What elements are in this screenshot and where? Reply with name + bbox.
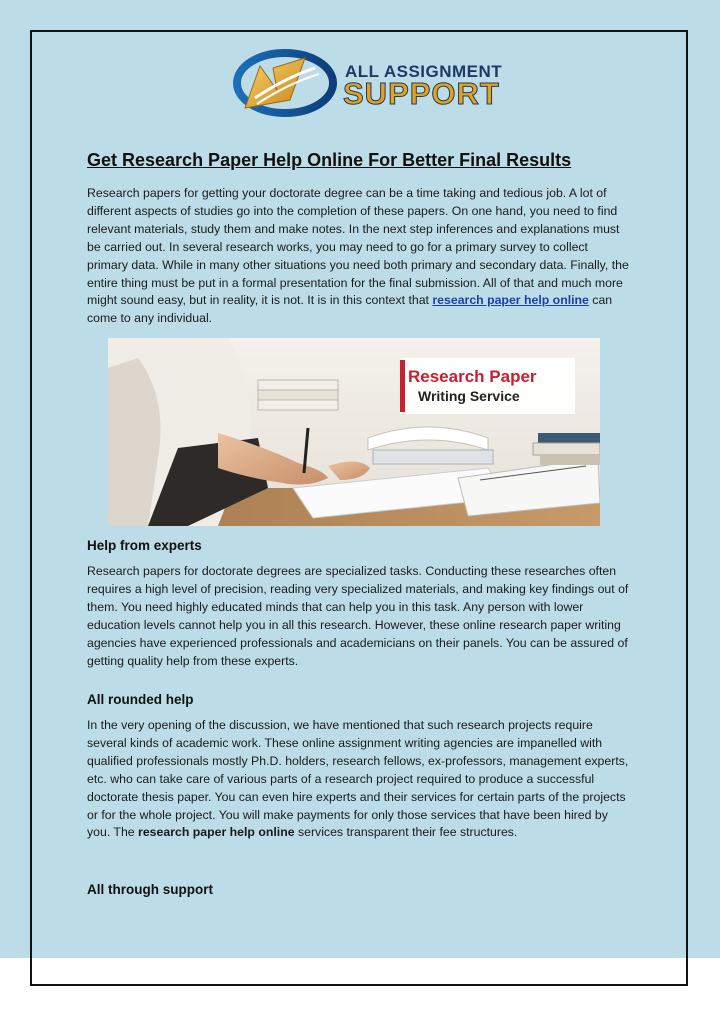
keyword-bold: research paper help online xyxy=(138,825,295,840)
section-paragraph: Research papers for doctorate degrees are specialized tasks. Conducting these researches often requires a high level of precision, reading very specialized materials, and making key findings out of them. You need highly educated minds that can help you in this task. Any person with lower education levels cannot help you in all this research. However, these online research paper writing agencies have experienced professionals and academicians on their panels. You can be assured of getting quality help from these experts. xyxy=(87,564,629,668)
logo-text-bottom: SUPPORT xyxy=(343,76,500,111)
section-all-rounded-help xyxy=(87,692,632,842)
intro-text-end: can come to any individual. xyxy=(87,293,613,326)
banner-subtitle: Writing Service xyxy=(418,388,520,404)
section-text-start: In the very opening of the discussion, we have mentioned that such research projects require several kinds of academic work. These online assignment writing agencies are impanelled with qualified professionals mostly Ph.D. holders, research fellows, ex-professors, management experts, etc. who can take care of various parts of a research project required to produce a successful doctorate thesis paper. You can even hire experts and their services for certain parts of the projects or for the whole project. You will make payments for only those services that have been hired by you. The xyxy=(87,718,629,840)
section-help-from-experts xyxy=(87,538,632,670)
section-all-through-support xyxy=(87,882,632,897)
section-heading: Help from experts xyxy=(87,538,202,553)
logo-emblem-icon xyxy=(215,38,345,128)
section-text-end: services transparent their fee structures. xyxy=(294,825,518,840)
logo-text-top: ALL ASSIGNMENT xyxy=(345,62,503,81)
section-heading: All through support xyxy=(87,882,213,897)
intro-paragraph xyxy=(87,185,632,328)
intro-section xyxy=(87,150,632,328)
hero-image xyxy=(108,338,600,526)
intro-text-start: Research papers for getting your doctorate degree can be a time taking and tedious job. A lot of different aspects of studies go into the completion of these papers. On one hand, you need to find relevant materials, study them and make notes. In the next step inferences and explanations must be carried out. In several research works, you may need to go for a primary survey to collect primary data. While in many other situations you need both primary and secondary data. Finally, the entire thing must be put in a formal presentation for the final submission. All of that and much more might sound easy, but in reality, it is not. It is in this context that xyxy=(87,186,629,308)
writing-scene-illustration xyxy=(108,338,600,526)
page-title: Get Research Paper Help Online For Better Final Results xyxy=(87,150,572,170)
section-paragraph xyxy=(87,717,632,842)
banner-title: Research Paper xyxy=(408,367,537,386)
research-paper-help-link[interactable]: research paper help online xyxy=(432,293,589,308)
section-heading: All rounded help xyxy=(87,692,194,707)
